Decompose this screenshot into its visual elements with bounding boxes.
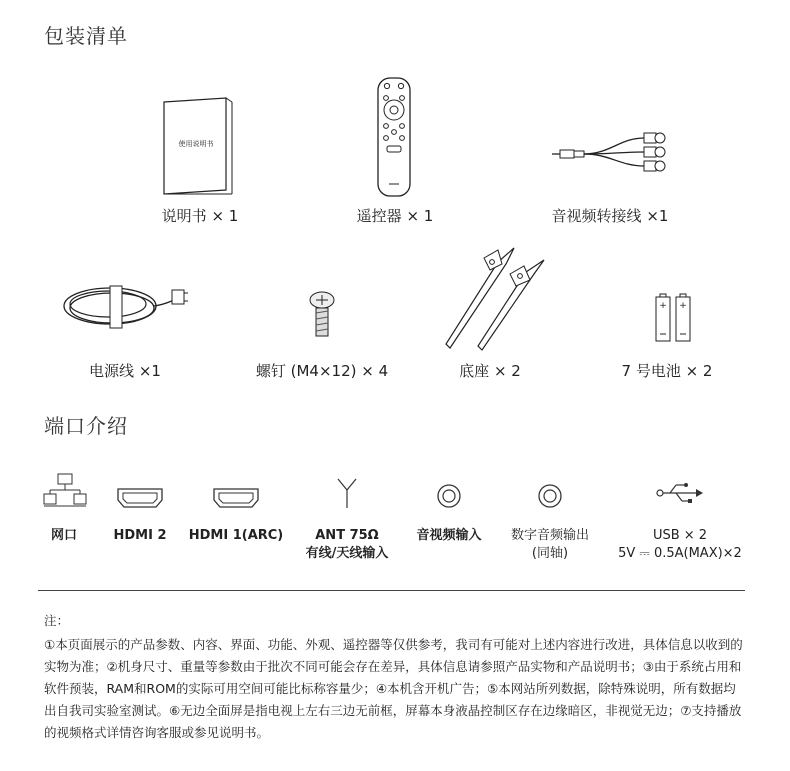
port-sublabel-antenna: 有线/天线输入 xyxy=(305,546,389,561)
notes-block xyxy=(44,610,744,744)
port-label-usb: USB × 2 xyxy=(652,528,708,543)
hdmi-port-icon xyxy=(117,488,163,508)
port-label-ethernet: 网口 xyxy=(50,528,77,543)
item-label-stand: 底座 × 2 xyxy=(459,362,521,380)
notes-heading: 注： xyxy=(44,613,70,628)
usb-icon xyxy=(656,482,704,504)
stand-feet-icon xyxy=(440,240,550,352)
port-label-coaxial: 数字音频输出 xyxy=(510,528,589,543)
port-label-hdmi2: HDMI 2 xyxy=(113,528,167,543)
port-sublabel-coaxial: (同轴) xyxy=(531,546,569,561)
av-adapter-cable-icon xyxy=(550,128,670,172)
aaa-batteries-icon xyxy=(652,292,696,342)
manual-icon xyxy=(160,98,240,198)
item-label-manual: 说明书 × 1 xyxy=(161,207,239,225)
item-label-screw: 螺钉 (M4×12) × 4 xyxy=(255,362,389,380)
package-list-title: 包装清单 xyxy=(44,24,128,48)
ports-title: 端口介绍 xyxy=(44,414,128,438)
power-cord-icon xyxy=(60,278,190,338)
notes-body: ①本页面展示的产品参数、内容、界面、功能、外观、遥控器等仅供参考，我司有可能对上述内容进行改进，具体信息以收到的实物为准；②机身尺寸、重量等参数由于批次不同可能会存在差异，具体信息请参照产品实物和产品说明书；③由于系统占用和软件预装，RAM和ROM的实际可用空间可能比标称容量少；④本机含开机广告；⑤本网站所列数据，除特殊说明，所有数据均出自我司实验室测试。⑥无边全面屏是指电视上左右三边无前框，屏幕本身液晶控制区存在边缘暗区，非视觉无边；⑦支持播放的视频格式详情咨询客服或参见说明书。 xyxy=(44,637,743,740)
port-label-hdmi1-arc: HDMI 1(ARC) xyxy=(188,528,284,543)
screw-icon xyxy=(307,290,337,340)
section-divider xyxy=(38,590,745,591)
svg-text:+: + xyxy=(679,301,687,311)
av-input-jack-icon xyxy=(436,483,462,509)
coaxial-jack-icon xyxy=(537,483,563,509)
svg-text:+: + xyxy=(659,301,667,311)
ethernet-icon xyxy=(44,472,86,508)
hdmi-port-icon xyxy=(213,488,259,508)
item-label-av-cable: 音视频转接线 ×1 xyxy=(551,207,669,225)
port-label-av-input: 音视频输入 xyxy=(416,528,482,543)
antenna-icon xyxy=(336,478,358,508)
item-label-power-cord: 电源线 ×1 xyxy=(89,362,161,380)
port-label-antenna: ANT 75Ω xyxy=(315,528,379,543)
remote-control-icon xyxy=(375,76,415,198)
item-label-remote: 遥控器 × 1 xyxy=(356,207,434,225)
manual-cover-text: 使用说明书 xyxy=(178,140,214,148)
port-sublabel-usb: 5V ⎓ 0.5A(MAX)×2 xyxy=(618,546,742,561)
item-label-batteries: 7 号电池 × 2 xyxy=(621,362,713,380)
